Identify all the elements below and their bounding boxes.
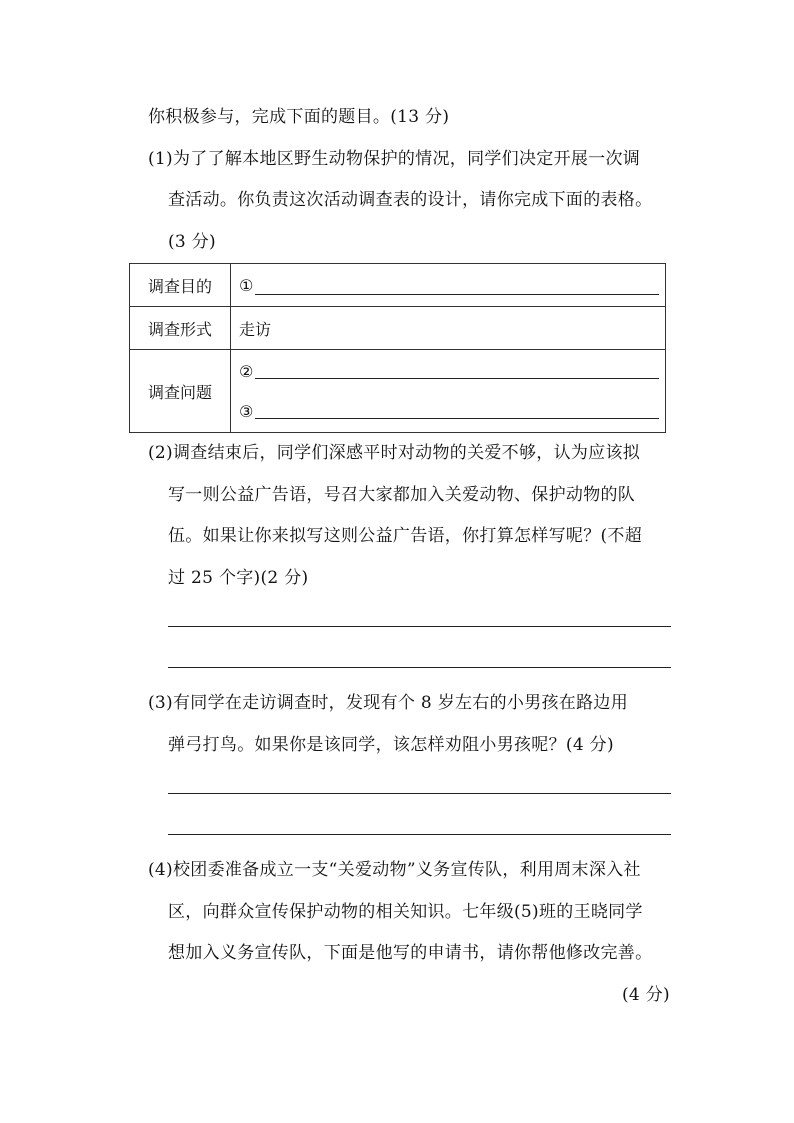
survey-row-questions [130,350,666,433]
survey-form-label: 调查形式 [130,307,231,350]
q3-answer-line-2[interactable] [168,834,671,835]
survey-row-form [130,307,666,350]
q1-line-3: (3 分) [168,232,216,252]
q4-line-4: (4 分) [622,985,670,1005]
q1-line-2: 查活动。你负责这次活动调查表的设计，请你完成下面的表格。 [168,190,653,210]
q1-line-1: (1)为了了解本地区野生动物保护的情况，同学们决定开展一次调 [148,149,641,169]
survey-row-purpose [130,264,666,307]
q2-line-3: 伍。如果让你来拟写这则公益广告语，你打算怎样写呢？(不超 [168,526,643,546]
survey-purpose-cell[interactable] [231,264,666,307]
intro-text: 你积极参与，完成下面的题目。(13 分) [148,107,450,127]
question-three-answer-blank[interactable] [255,404,659,419]
circled-three-marker: ③ [239,401,254,421]
q2-answer-line-2[interactable] [168,667,671,668]
survey-questions-label: 调查问题 [130,350,231,433]
survey-purpose-label: 调查目的 [130,264,231,307]
q2-line-4: 过 25 个字)(2 分) [168,568,309,588]
q3-line-1: (3)有同学在走访调查时，发现有个 8 岁左右的小男孩在路边用 [148,693,629,713]
purpose-answer-blank[interactable] [255,280,659,295]
q3-answer-line-1[interactable] [168,793,671,794]
survey-form-value: 走访 [231,307,666,350]
q4-line-1: (4)校团委准备成立一支“关爱动物”义务宣传队，利用周末深入社 [148,860,641,880]
q2-line-1: (2)调查结束后，同学们深感平时对动物的关爱不够，认为应该拟 [148,443,641,463]
q4-line-3: 想加入义务宣传队，下面是他写的申请书，请你帮他修改完善。 [168,943,653,963]
circled-one-marker: ① [239,275,254,295]
q3-line-2: 弹弓打鸟。如果你是该同学，该怎样劝阻小男孩呢？(4 分) [168,735,614,755]
survey-questions-cell[interactable] [231,350,666,433]
question-two-answer-blank[interactable] [255,364,659,379]
survey-table [129,263,666,433]
q2-line-2: 写一则公益广告语，号召大家都加入关爱动物、保护动物的队 [168,485,636,505]
circled-two-marker: ② [239,361,254,381]
q2-answer-line-1[interactable] [168,626,671,627]
q4-line-2: 区，向群众宣传保护动物的相关知识。七年级(5)班的王晓同学 [168,902,643,922]
